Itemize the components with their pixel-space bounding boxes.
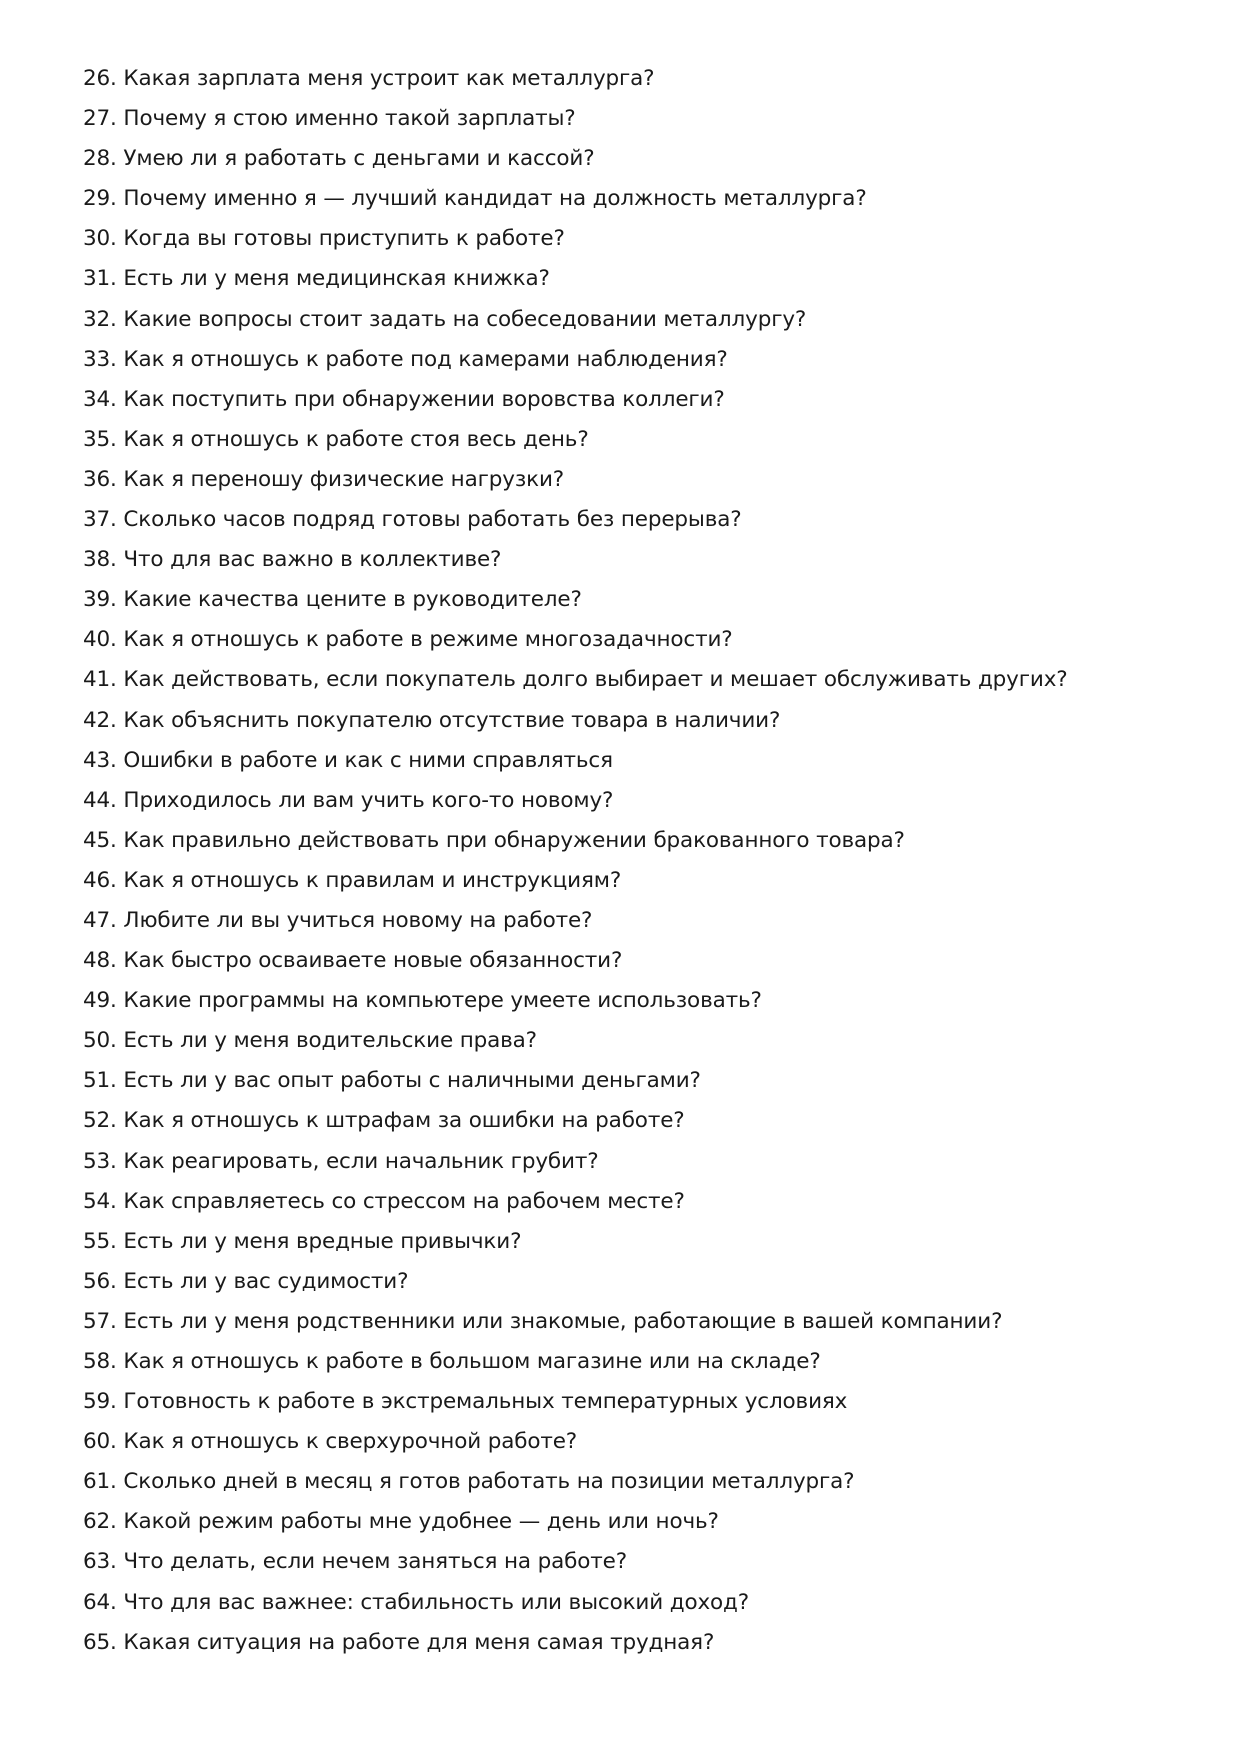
question-item: 30. Когда вы готовы приступить к работе? [83, 226, 565, 252]
question-item: 26. Какая зарплата меня устроит как металлурга? [83, 66, 655, 91]
question-item: 35. Как я отношусь к работе стоя весь день? [83, 426, 589, 452]
question-item: 39. Какие качества цените в руководителе? [83, 587, 582, 613]
question-item: 45. Как правильно действовать при обнаружении бракованного товара? [83, 827, 905, 853]
question-item: 59. Готовность к работе в экстремальных температурных условиях [83, 1389, 848, 1415]
question-item: 44. Приходилось ли вам учить кого-то новому? [83, 787, 614, 813]
question-item: 53. Как реагировать, если начальник грубит? [83, 1148, 599, 1174]
question-item: 40. Как я отношусь к работе в режиме многозадачности? [83, 627, 733, 653]
question-item: 65. Какая ситуация на работе для меня самая трудная? [83, 1629, 715, 1655]
question-item: 61. Сколько дней в месяц я готов работать на позиции металлурга? [83, 1469, 855, 1495]
question-item: 27. Почему я стою именно такой зарплаты? [83, 106, 576, 132]
question-item: 46. Как я отношусь к правилам и инструкциям? [83, 867, 622, 893]
question-item: 50. Есть ли у меня водительские права? [83, 1028, 537, 1054]
question-item: 58. Как я отношусь к работе в большом магазине или на складе? [83, 1349, 821, 1374]
question-item: 47. Любите ли вы учиться новому на работе? [83, 907, 593, 933]
question-item: 32. Какие вопросы стоит задать на собеседовании металлургу? [83, 306, 807, 332]
question-item: 42. Как объяснить покупателю отсутствие товара в наличии? [83, 707, 781, 733]
question-item: 41. Как действовать, если покупатель долго выбирает и мешает обслуживать других? [83, 667, 1068, 693]
question-item: 37. Сколько часов подряд готовы работать без перерыва? [83, 507, 742, 533]
question-item: 34. Как поступить при обнаружении воровства коллеги? [83, 386, 725, 412]
question-item: 38. Что для вас важно в коллективе? [83, 547, 502, 573]
question-item: 52. Как я отношусь к штрафам за ошибки на работе? [83, 1108, 685, 1134]
question-item: 60. Как я отношусь к сверхурочной работе? [83, 1429, 578, 1455]
question-item: 29. Почему именно я — лучший кандидат на должность металлурга? [83, 186, 867, 212]
question-item: 31. Есть ли у меня медицинская книжка? [83, 266, 550, 292]
question-item: 54. Как справляетесь со стрессом на рабочем месте? [83, 1188, 685, 1214]
question-item: 33. Как я отношусь к работе под камерами наблюдения? [83, 346, 728, 372]
question-item: 36. Как я переношу физические нагрузки? [83, 466, 565, 492]
question-item: 55. Есть ли у меня вредные привычки? [83, 1228, 522, 1254]
question-list [83, 59, 1183, 1663]
question-item: 28. Умею ли я работать с деньгами и кассой? [83, 146, 595, 172]
question-item: 62. Какой режим работы мне удобнее — день или ночь? [83, 1509, 719, 1535]
question-item: 56. Есть ли у вас судимости? [83, 1268, 409, 1294]
question-item: 51. Есть ли у вас опыт работы с наличными деньгами? [83, 1068, 701, 1094]
question-item: 49. Какие программы на компьютере умеете использовать? [83, 988, 762, 1014]
question-item: 43. Ошибки в работе и как с ними справляться [83, 747, 613, 773]
question-item: 48. Как быстро осваиваете новые обязанности? [83, 948, 623, 974]
question-item: 63. Что делать, если нечем заняться на работе? [83, 1549, 627, 1575]
question-item: 64. Что для вас важнее: стабильность или высокий доход? [83, 1589, 750, 1615]
question-item: 57. Есть ли у меня родственники или знакомые, работающие в вашей компании? [83, 1308, 1003, 1334]
